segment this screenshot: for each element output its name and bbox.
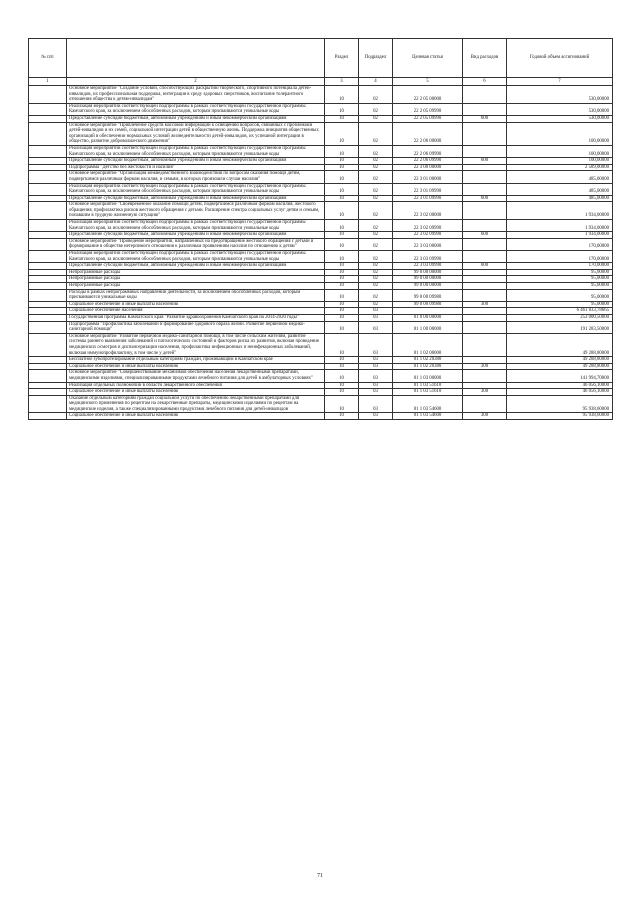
row-number <box>29 308 67 315</box>
table-row <box>29 363 613 370</box>
header-annual-allocation: Годовой объем ассигнований <box>507 39 613 78</box>
row-subsection: 02 <box>359 164 393 171</box>
row-subsection: 03 <box>359 363 393 370</box>
table-row <box>29 289 613 301</box>
row-section: 10 <box>325 357 359 364</box>
row-section: 10 <box>325 333 359 356</box>
row-target-article: 01 1 02 20380 <box>393 363 463 370</box>
table-row <box>29 333 613 356</box>
row-allocation: 170,00000 <box>507 251 613 263</box>
row-number <box>29 382 67 389</box>
header-subsection: Подраздел <box>359 39 393 78</box>
row-name: Подпрограмма "Профилактика заболеваний и формирование здорового образа жизни. Развитие первичной медико-санитарной помощи" <box>67 321 325 333</box>
row-allocation: 485,00000 <box>507 183 613 195</box>
row-allocation: 485,00000 <box>507 171 613 183</box>
row-number <box>29 220 67 232</box>
row-subsection: 03 <box>359 357 393 364</box>
row-name: Бесплатное зубопротезирование отдельным категориям граждан, проживающим в Камчатском крае <box>67 357 325 364</box>
row-expense-type: 600 <box>463 232 507 239</box>
row-number <box>29 171 67 183</box>
row-expense-type <box>463 289 507 301</box>
row-number <box>29 202 67 220</box>
header-expense-type: Вид расходов <box>463 39 507 78</box>
row-number <box>29 357 67 364</box>
row-subsection: 02 <box>359 263 393 270</box>
row-number <box>29 289 67 301</box>
column-numbers-row <box>29 78 613 86</box>
row-number <box>29 314 67 321</box>
row-number <box>29 363 67 370</box>
row-expense-type <box>463 220 507 232</box>
row-expense-type <box>463 382 507 389</box>
row-number <box>29 370 67 382</box>
row-name: Непрограммные расходы <box>67 283 325 290</box>
header-name <box>67 39 325 78</box>
row-target-article: 01 1 03 51610 <box>393 382 463 389</box>
row-section: 10 <box>325 158 359 165</box>
row-section: 10 <box>325 276 359 283</box>
table-row <box>29 395 613 413</box>
row-section: 10 <box>325 195 359 202</box>
row-name: Предоставление субсидий бюджетным, автономным учреждениям и иным некоммерческим организациям <box>67 195 325 202</box>
row-target-article: 22 3 01 09990 <box>393 195 463 202</box>
row-name: Реализация мероприятий соответствующей подпрограммы в рамках соответствующей государственной программы Камчатского края, за исключением обособленных расходов, которым присваиваются уникальные коды <box>67 183 325 195</box>
row-name: Социальное обеспечение и иные выплаты населению <box>67 413 325 420</box>
row-expense-type: 600 <box>463 158 507 165</box>
row-target-article: 22 3 02 09990 <box>393 232 463 239</box>
row-number <box>29 232 67 239</box>
row-section: 10 <box>325 382 359 389</box>
row-expense-type <box>463 202 507 220</box>
row-target-article: 01 1 03 51610 <box>393 389 463 396</box>
row-number <box>29 263 67 270</box>
row-expense-type: 600 <box>463 195 507 202</box>
row-subsection: 03 <box>359 333 393 356</box>
row-allocation: 95,00000 <box>507 301 613 308</box>
row-target-article: 22 3 03 09990 <box>393 263 463 270</box>
row-expense-type <box>463 103 507 115</box>
table-row <box>29 183 613 195</box>
row-expense-type <box>463 171 507 183</box>
row-name: Реализация мероприятий соответствующей подпрограммы в рамках соответствующей государственной программы Камчатского края, за исключением обособленных расходов, которым присваиваются уникальные коды <box>67 220 325 232</box>
row-section: 10 <box>325 289 359 301</box>
row-section: 10 <box>325 251 359 263</box>
row-allocation: 95,00000 <box>507 269 613 276</box>
row-section: 10 <box>325 164 359 171</box>
row-section: 10 <box>325 145 359 157</box>
row-number <box>29 301 67 308</box>
page-number: 71 <box>317 873 323 879</box>
table-row <box>29 263 613 270</box>
budget-table-sheet <box>28 38 612 420</box>
row-allocation: 49 288,80000 <box>507 363 613 370</box>
row-name: Непрограммные расходы <box>67 269 325 276</box>
row-allocation: 95 938,60000 <box>507 413 613 420</box>
row-number <box>29 115 67 122</box>
row-subsection: 02 <box>359 232 393 239</box>
table-row <box>29 202 613 220</box>
table-row <box>29 220 613 232</box>
row-number <box>29 413 67 420</box>
row-expense-type <box>463 357 507 364</box>
row-number <box>29 395 67 413</box>
row-subsection: 02 <box>359 251 393 263</box>
header-number: № п/п <box>29 39 67 78</box>
row-subsection: 02 <box>359 195 393 202</box>
row-section: 10 <box>325 413 359 420</box>
row-number <box>29 103 67 115</box>
row-expense-type <box>463 333 507 356</box>
row-name: Реализация мероприятий соответствующей подпрограммы в рамках соответствующей государственной программы Камчатского края, за исключением обособленных расходов, которым присваиваются уникальные коды <box>67 145 325 157</box>
row-subsection: 02 <box>359 115 393 122</box>
row-expense-type <box>463 395 507 413</box>
row-target-article: 22 3 01 09990 <box>393 183 463 195</box>
row-number <box>29 251 67 263</box>
header-row <box>29 39 613 78</box>
row-allocation: 1 934,00000 <box>507 202 613 220</box>
row-section: 10 <box>325 283 359 290</box>
header-section: Раздел <box>325 39 359 78</box>
row-target-article: 22 2 05 09990 <box>393 115 463 122</box>
row-name: Социальное обеспечение и иные выплаты населению <box>67 301 325 308</box>
row-target-article: 22 3 00 00000 <box>393 164 463 171</box>
row-subsection: 02 <box>359 145 393 157</box>
row-allocation: 1 934,00000 <box>507 232 613 239</box>
row-allocation: 170,00000 <box>507 263 613 270</box>
row-section: 10 <box>325 301 359 308</box>
row-name: Предоставление субсидий бюджетным, автономным учреждениям и иным некоммерческим организациям <box>67 232 325 239</box>
row-target-article: 01 1 02 00000 <box>393 333 463 356</box>
row-target-article: 99 0 00 00000 <box>393 269 463 276</box>
row-subsection: 02 <box>359 289 393 301</box>
row-name: Подпрограмма "Детство без жестокости и насилия" <box>67 164 325 171</box>
table-row <box>29 269 613 276</box>
row-expense-type <box>463 276 507 283</box>
row-name: Предоставление субсидий бюджетным, автономным учреждениям и иным некоммерческим организациям <box>67 263 325 270</box>
table-row <box>29 238 613 250</box>
row-subsection: 03 <box>359 395 393 413</box>
column-number: 2 <box>67 78 325 86</box>
table-row <box>29 103 613 115</box>
row-number <box>29 276 67 283</box>
row-allocation: 100,00000 <box>507 158 613 165</box>
row-allocation: 530,00000 <box>507 86 613 104</box>
table-row <box>29 171 613 183</box>
row-target-article <box>393 308 463 315</box>
row-name: Оказание отдельным категориям граждан социальной услуги по обеспечению лекарственными препаратами для медицинского применения по рецептам на лекарственные препараты, медицинскими изделиями по рецептам на медицинские изделия, а также специализированными продуктами лечебного питания для детей-инвалидов <box>67 395 325 413</box>
row-allocation: 2 589,00000 <box>507 164 613 171</box>
row-name: Основное мероприятие "Привлечение средств массовой информации к освещению вопросов, связанных с проблемами детей-инвалидов и их семей, социальной интеграции детей в общественную жизнь. Поддержка инициатив общественных организаций в обеспечении нормальных условий жизнедеятельности детей-инвалидов, их успешной интеграции в общество, развитие добровольческого движения" <box>67 122 325 145</box>
row-allocation: 95 938,60000 <box>507 395 613 413</box>
row-subsection: 02 <box>359 238 393 250</box>
row-target-article: 99 0 00 00000 <box>393 283 463 290</box>
row-allocation: 530,00000 <box>507 103 613 115</box>
row-expense-type: 300 <box>463 389 507 396</box>
row-section: 10 <box>325 232 359 239</box>
column-number: 3 <box>325 78 359 86</box>
table-row <box>29 195 613 202</box>
row-subsection: 02 <box>359 220 393 232</box>
row-allocation: 1 934,00000 <box>507 220 613 232</box>
row-name: Основное мероприятие "Совершенствование механизмов обеспечения населения лекарственными препаратами, медицинскими изделиями, специализированными продуктами лечебного питания для детей в амбулаторных условиях" <box>67 370 325 382</box>
row-name: Предоставление субсидий бюджетным, автономным учреждениям и иным некоммерческим организациям <box>67 158 325 165</box>
row-target-article: 22 3 01 00000 <box>393 171 463 183</box>
row-expense-type <box>463 145 507 157</box>
row-target-article: 01 1 02 20380 <box>393 357 463 364</box>
row-name: Основное мероприятие "Развитие первичной медико-санитарной помощи, в том числе сельским жителям, развитие системы раннего выявления заболеваний и патологических состояний и факторов риска их развития, включая проведение медицинских осмотров и диспансеризации населения, профилактика инфекционных и неинфекционных заболеваний, включая иммунопрофилактику, в том числе у детей" <box>67 333 325 356</box>
column-number: 1 <box>29 78 67 86</box>
row-name: Социальное обеспечение населения <box>67 308 325 315</box>
row-number <box>29 321 67 333</box>
row-section: 10 <box>325 263 359 270</box>
row-section: 10 <box>325 269 359 276</box>
row-subsection: 02 <box>359 86 393 104</box>
row-expense-type <box>463 314 507 321</box>
table-row <box>29 122 613 145</box>
column-number: 6 <box>463 78 507 86</box>
row-number <box>29 238 67 250</box>
row-allocation: 170,00000 <box>507 238 613 250</box>
row-allocation: 100,00000 <box>507 145 613 157</box>
row-expense-type <box>463 283 507 290</box>
row-name: Реализация мероприятий соответствующей подпрограммы в рамках соответствующей государственной программы Камчатского края, за исключением обособленных расходов, которым присваиваются уникальные коды <box>67 251 325 263</box>
row-subsection: 03 <box>359 308 393 315</box>
row-section: 10 <box>325 389 359 396</box>
row-allocation: 530,00000 <box>507 115 613 122</box>
budget-table <box>28 38 613 420</box>
row-number <box>29 122 67 145</box>
row-target-article: 22 3 02 00000 <box>393 202 463 220</box>
row-allocation: 253 000,50000 <box>507 314 613 321</box>
row-section: 10 <box>325 183 359 195</box>
table-row <box>29 115 613 122</box>
row-number <box>29 389 67 396</box>
row-number <box>29 86 67 104</box>
row-subsection: 02 <box>359 103 393 115</box>
table-row <box>29 314 613 321</box>
row-allocation: 100,00000 <box>507 122 613 145</box>
row-subsection: 02 <box>359 183 393 195</box>
row-name: Непрограммные расходы <box>67 276 325 283</box>
row-section: 10 <box>325 395 359 413</box>
row-section: 10 <box>325 115 359 122</box>
table-row <box>29 145 613 157</box>
row-expense-type <box>463 370 507 382</box>
row-subsection: 02 <box>359 276 393 283</box>
row-section: 10 <box>325 370 359 382</box>
row-expense-type: 300 <box>463 363 507 370</box>
row-number <box>29 164 67 171</box>
header-target-article: Целевая статья <box>393 39 463 78</box>
column-number: 7 <box>507 78 613 86</box>
row-number <box>29 158 67 165</box>
table-row <box>29 164 613 171</box>
row-target-article: 01 1 03 00000 <box>393 370 463 382</box>
row-expense-type <box>463 308 507 315</box>
table-row <box>29 251 613 263</box>
row-subsection: 02 <box>359 122 393 145</box>
row-name: Предоставление субсидий бюджетным, автономным учреждениям и иным некоммерческим организациям <box>67 115 325 122</box>
row-expense-type: 300 <box>463 301 507 308</box>
row-allocation: 46 056,10000 <box>507 389 613 396</box>
row-allocation: 95,00000 <box>507 289 613 301</box>
row-subsection: 02 <box>359 171 393 183</box>
table-row <box>29 413 613 420</box>
row-target-article: 22 3 02 09990 <box>393 220 463 232</box>
table-row <box>29 283 613 290</box>
row-name: Государственная программа Камчатского края "Развитие здравоохранения Камчатского края на 2014-2020 годы" <box>67 314 325 321</box>
row-section: 10 <box>325 238 359 250</box>
row-name: Реализация мероприятий соответствующей подпрограммы в рамках соответствующей государственной программы Камчатского края, за исключением обособленных расходов, которым присваиваются уникальные коды <box>67 103 325 115</box>
row-name: Основное мероприятие "Проведение мероприятий, направленных на предотвращение жестокого обращения с детьми и формирование в обществе нетерпимого отношения к различным проявлениям насилия по отношению к детям" <box>67 238 325 250</box>
row-number <box>29 195 67 202</box>
row-section: 10 <box>325 86 359 104</box>
row-section: 10 <box>325 122 359 145</box>
row-allocation: 95,00000 <box>507 283 613 290</box>
row-expense-type <box>463 122 507 145</box>
table-body <box>29 86 613 420</box>
row-target-article: 22 3 03 00000 <box>393 238 463 250</box>
table-row <box>29 232 613 239</box>
table-row <box>29 86 613 104</box>
row-section: 10 <box>325 220 359 232</box>
row-allocation: 49 288,80000 <box>507 333 613 356</box>
table-row <box>29 158 613 165</box>
row-target-article: 99 0 00 09980 <box>393 301 463 308</box>
row-section: 10 <box>325 202 359 220</box>
row-subsection: 02 <box>359 283 393 290</box>
row-section: 10 <box>325 103 359 115</box>
table-row <box>29 321 613 333</box>
row-subsection: 02 <box>359 158 393 165</box>
table-row <box>29 308 613 315</box>
row-subsection: 03 <box>359 321 393 333</box>
row-target-article: 22 2 06 00000 <box>393 122 463 145</box>
row-allocation: 485,00000 <box>507 195 613 202</box>
row-allocation: 95,00000 <box>507 276 613 283</box>
row-expense-type <box>463 251 507 263</box>
row-expense-type <box>463 321 507 333</box>
row-allocation: 46 056,10000 <box>507 382 613 389</box>
row-expense-type: 300 <box>463 413 507 420</box>
column-number: 4 <box>359 78 393 86</box>
row-expense-type <box>463 269 507 276</box>
row-subsection: 03 <box>359 413 393 420</box>
row-expense-type: 600 <box>463 263 507 270</box>
row-name: Расходы в рамках непрограммных направлений деятельности, за исключением обособленных расходов, которым присваиваются уникальные коды <box>67 289 325 301</box>
row-expense-type <box>463 238 507 250</box>
row-target-article: 99 0 00 00000 <box>393 276 463 283</box>
row-target-article: 22 2 05 00000 <box>393 86 463 104</box>
row-name: Социальное обеспечение и иные выплаты населению <box>67 363 325 370</box>
row-section: 10 <box>325 308 359 315</box>
row-subsection: 03 <box>359 389 393 396</box>
row-subsection: 02 <box>359 301 393 308</box>
row-section: 10 <box>325 314 359 321</box>
row-expense-type <box>463 164 507 171</box>
table-row <box>29 276 613 283</box>
row-allocation: 49 288,80000 <box>507 357 613 364</box>
column-number: 5 <box>393 78 463 86</box>
row-section: 10 <box>325 363 359 370</box>
row-target-article: 99 0 00 09980 <box>393 289 463 301</box>
table-row <box>29 389 613 396</box>
row-target-article: 22 2 06 09990 <box>393 145 463 157</box>
row-section: 10 <box>325 171 359 183</box>
row-target-article: 22 3 03 09990 <box>393 251 463 263</box>
row-number <box>29 145 67 157</box>
row-number <box>29 283 67 290</box>
row-number <box>29 183 67 195</box>
row-subsection: 03 <box>359 382 393 389</box>
row-target-article: 22 2 05 09990 <box>393 103 463 115</box>
table-row <box>29 357 613 364</box>
row-target-article: 01 1 03 54600 <box>393 395 463 413</box>
table-row <box>29 301 613 308</box>
row-subsection: 02 <box>359 269 393 276</box>
row-subsection: 03 <box>359 314 393 321</box>
row-target-article: 22 2 06 09990 <box>393 158 463 165</box>
row-expense-type <box>463 183 507 195</box>
row-number <box>29 269 67 276</box>
row-expense-type <box>463 86 507 104</box>
table-row <box>29 370 613 382</box>
row-target-article: 01 1 03 54600 <box>393 413 463 420</box>
row-name: Социальное обеспечение и иные выплаты населению <box>67 389 325 396</box>
row-subsection: 02 <box>359 202 393 220</box>
row-name: Основное мероприятие "Организация межведомственного взаимодействия по вопросам оказания помощи детям, подвергшимся различным формам насилия, и семьям, в которых произошли случаи насилия" <box>67 171 325 183</box>
row-target-article: 01 0 00 00000 <box>393 314 463 321</box>
row-name: Основное мероприятие "Своевременное оказание помощи детям, подвергшимся различным формам насилия, жестокого обращения, профилактика рисков жестокого обращения с детьми. Расширение спектра социальных услуг детям и семьям, попавшим в трудную жизненную ситуацию" <box>67 202 325 220</box>
row-allocation: 6 461 833,78665 <box>507 308 613 315</box>
row-expense-type: 600 <box>463 115 507 122</box>
row-allocation: 191 283,50000 <box>507 321 613 333</box>
row-section: 10 <box>325 321 359 333</box>
row-subsection: 03 <box>359 370 393 382</box>
table-row <box>29 382 613 389</box>
row-number <box>29 333 67 356</box>
row-name: Основное мероприятие "Создание условий, способствующих раскрытию творческого, спортивного потенциала детей-инвалидов, их профессиональная поддержка, интеграция в среду здоровых сверстников, воспитание толерантного отношения общества к детям-инвалидам" <box>67 86 325 104</box>
row-target-article: 01 1 00 00000 <box>393 321 463 333</box>
row-name: Реализация отдельных полномочий в области лекарственного обеспечения <box>67 382 325 389</box>
row-allocation: 141 994,70000 <box>507 370 613 382</box>
